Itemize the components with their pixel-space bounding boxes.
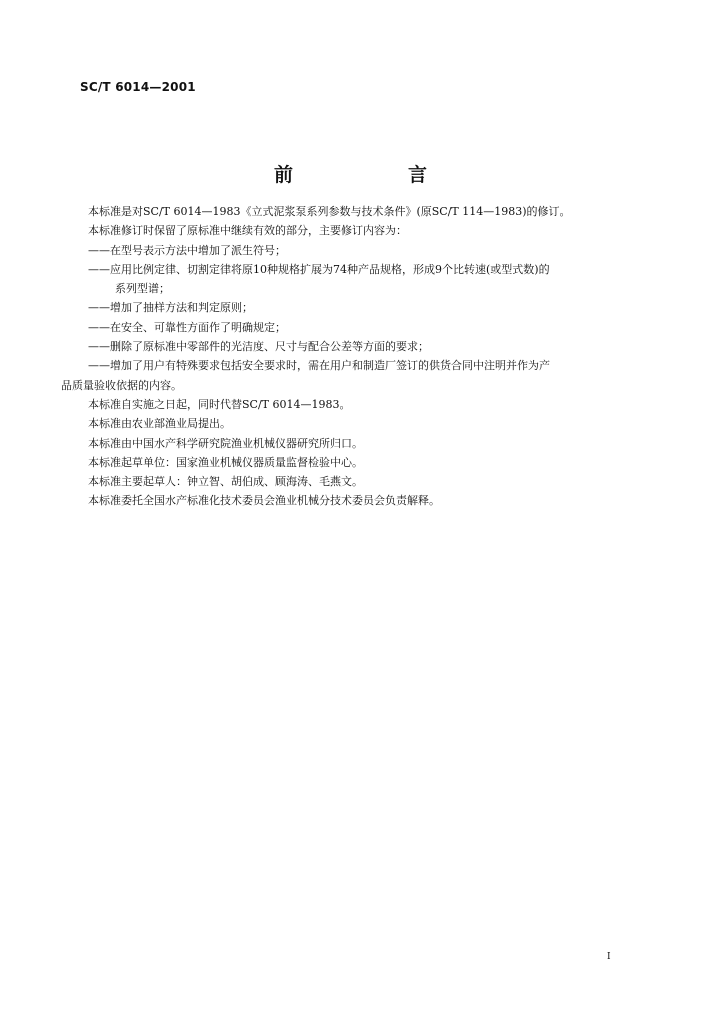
paragraph-proposer: 本标准由农业部渔业局提出。 bbox=[88, 417, 231, 431]
list-item: ——在型号表示方法中增加了派生符号； bbox=[88, 243, 286, 257]
list-item: ——应用比例定律、切割定律将原10种规格扩展为74种产品规格，形成9个比转速(或型式数)的 bbox=[88, 262, 550, 276]
paragraph-revision-summary: 本标准修订时保留了原标准中继续有效的部分，主要修订内容为： bbox=[88, 224, 407, 238]
foreword-body bbox=[61, 202, 641, 511]
page-title: 前 言 bbox=[273, 164, 475, 186]
list-item-continuation: 系列型谱； bbox=[115, 282, 170, 296]
paragraph-revision-basis: 本标准是对SC/T 6014—1983《立式泥浆泵系列参数与技术条件》(原SC/T 114—1983)的修订。 bbox=[88, 205, 571, 218]
list-item: ——增加了抽样方法和判定原则； bbox=[88, 301, 253, 315]
paragraph-interpretation: 本标准委托全国水产标准化技术委员会渔业机械分技术委员会负责解释。 bbox=[88, 494, 440, 508]
paragraph-drafters: 本标准主要起草人：钟立智、胡伯成、顾海涛、毛燕文。 bbox=[88, 475, 363, 489]
list-item-continuation: 品质量验收依据的内容。 bbox=[61, 378, 182, 392]
list-item: ——增加了用户有特殊要求包括安全要求时，需在用户和制造厂签订的供货合同中注明并作为产 bbox=[88, 359, 550, 373]
standard-code: SC/T 6014—2001 bbox=[80, 80, 196, 94]
paragraph-drafting-unit: 本标准起草单位：国家渔业机械仪器质量监督检验中心。 bbox=[88, 455, 363, 469]
paragraph-responsible-body: 本标准由中国水产科学研究院渔业机械仪器研究所归口。 bbox=[88, 436, 363, 450]
page-number: I bbox=[607, 952, 611, 962]
paragraph-replacement: 本标准自实施之日起，同时代替SC/T 6014—1983。 bbox=[88, 397, 351, 411]
list-item: ——在安全、可靠性方面作了明确规定； bbox=[88, 320, 286, 334]
list-item: ——删除了原标准中零部件的光洁度、尺寸与配合公差等方面的要求； bbox=[88, 340, 429, 354]
